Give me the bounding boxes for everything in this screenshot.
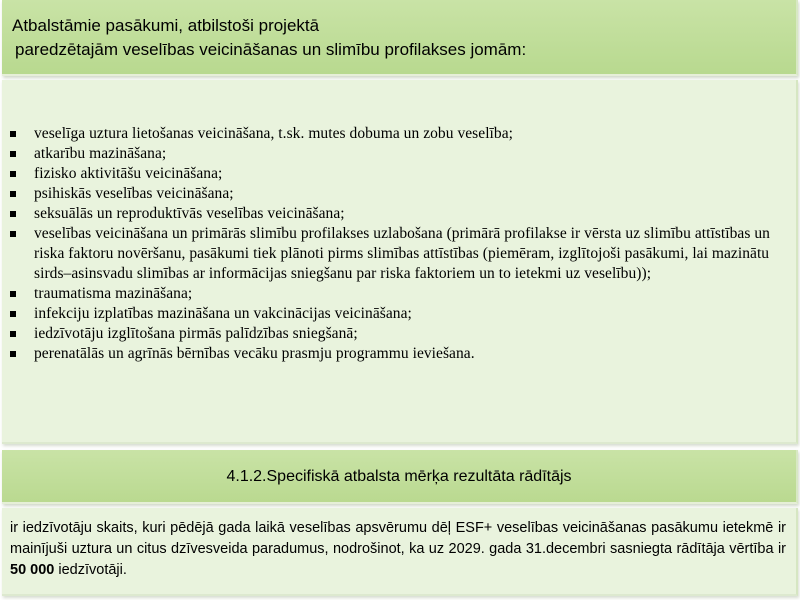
measures-list xyxy=(10,124,786,364)
bullet-square-icon xyxy=(10,151,16,157)
bullet-square-icon xyxy=(10,291,16,297)
list-item-text: seksuālās un reproduktīvās veselības veicināšana; xyxy=(34,205,345,222)
list-item-text: perenatālās un agrīnās bērnības vecāku prasmju programmu ieviešana. xyxy=(34,345,475,362)
header-title-line-2: paredzētajām veselības veicināšanas un slimību profilakses jomām: xyxy=(15,40,527,59)
indicator-description-panel xyxy=(2,508,798,596)
list-item-text: iedzīvotāju izglītošana pirmās palīdzības sniegšanā; xyxy=(34,325,358,342)
header-title-line-1: Atbalstāmie pasākumi, atbilstoši projektā xyxy=(12,16,320,35)
bullet-square-icon xyxy=(10,171,16,177)
list-item xyxy=(10,164,786,184)
indicator-text-before: ir iedzīvotāju skaits, kuri pēdējā gada laikā veselības apsvērumu dēļ ESF+ veselības veicināšanas pasākumu ietekmē ir mainījuši uztura un citus dzīvesveida paradumus, nodrošinot, ka uz 2029. gada 31.decembri sasniegta rādītāja vērtība ir xyxy=(10,520,786,557)
list-item xyxy=(10,144,786,164)
bullet-square-icon xyxy=(10,131,16,137)
list-item-text: psihiskās veselības veicināšana; xyxy=(34,185,234,202)
list-item xyxy=(10,124,786,144)
bullet-square-icon xyxy=(10,351,16,357)
list-item xyxy=(10,284,786,304)
list-item-text: infekciju izplatības mazināšana un vakcinācijas veicināšana; xyxy=(34,305,412,322)
list-item-text: veselīga uztura lietošanas veicināšana, t.sk. mutes dobuma un zobu veselība; xyxy=(34,125,513,142)
measures-panel xyxy=(2,80,798,444)
indicator-title: 4.1.2.Specifiskā atbalsta mērķa rezultāta rādītājs xyxy=(226,468,572,485)
indicator-title-panel xyxy=(2,450,798,504)
list-item xyxy=(10,344,786,364)
list-item xyxy=(10,224,786,284)
bullet-square-icon xyxy=(10,191,16,197)
list-item xyxy=(10,204,786,224)
list-item xyxy=(10,184,786,204)
indicator-target-value: 50 000 xyxy=(10,562,55,578)
header-panel xyxy=(2,0,798,76)
bullet-square-icon xyxy=(10,211,16,217)
indicator-text-after: iedzīvotāji. xyxy=(54,562,127,578)
bullet-square-icon xyxy=(10,311,16,317)
bullet-square-icon xyxy=(10,231,16,237)
list-item-text: atkarību mazināšana; xyxy=(34,145,167,162)
list-item-text: traumatisma mazināšana; xyxy=(34,285,193,302)
bullet-square-icon xyxy=(10,331,16,337)
list-item-text: fizisko aktivitāšu veicināšana; xyxy=(34,165,223,182)
list-item xyxy=(10,304,786,324)
list-item-text: veselības veicināšana un primārās slimību profilakses uzlabošana (primārā profilakse ir vērsta uz slimību attīstības un riska faktoru novēršanu, pasākumi tiek plānoti pirms slimības attīstības (piemēram, izglītojoši pasākumi, lai mazinātu sirds–asinsvadu slimības ar informācijas sniegšanu par riska faktoriem un to ietekmi uz veselību)); xyxy=(34,225,770,282)
list-item xyxy=(10,324,786,344)
